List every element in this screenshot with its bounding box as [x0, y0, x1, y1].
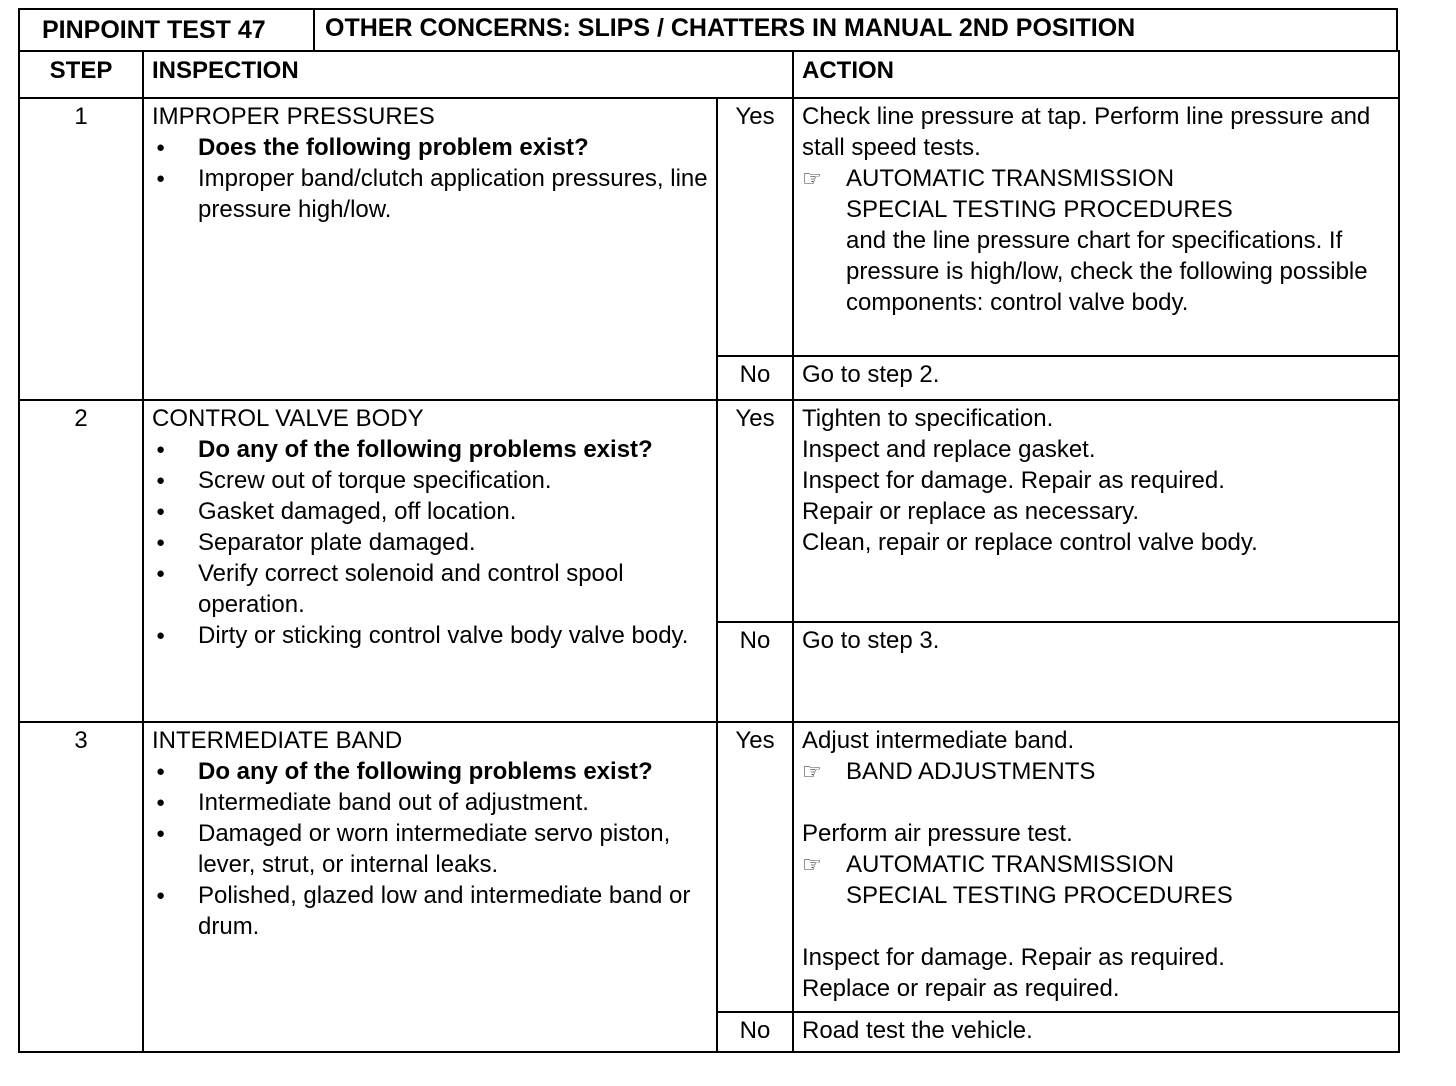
no-label: No [717, 356, 793, 400]
pointing-hand-icon: ☞ [802, 759, 822, 784]
inspection-item: ● Screw out of torque specification. [152, 465, 708, 496]
test-label: PINPOINT TEST 47 [20, 10, 315, 50]
inspection-list [152, 132, 708, 225]
step-row [19, 722, 1399, 1012]
reference-link[interactable] [802, 756, 1390, 787]
step-number: 3 [19, 722, 143, 1052]
step-number: 1 [19, 98, 143, 400]
inspection-list [152, 434, 708, 651]
inspection-item: ● Dirty or sticking control valve body valve body. [152, 620, 708, 651]
pointing-hand-icon: ☞ [802, 166, 822, 191]
spacer [802, 787, 1390, 818]
inspection-item: ● Improper band/clutch application pressures, line pressure high/low. [152, 163, 708, 225]
action-line: Inspect and replace gasket. [802, 436, 1096, 463]
test-title: OTHER CONCERNS: SLIPS / CHATTERS IN MANUAL 2ND POSITION [325, 14, 1136, 42]
inspection-item: ● Verify correct solenoid and control spool operation. [152, 558, 708, 620]
inspection-question: ● Do any of the following problems exist? [152, 434, 708, 465]
action-line: Tighten to specification. [802, 405, 1054, 432]
action-line: Inspect for damage. Repair as required. [802, 944, 1225, 971]
spacer [802, 911, 1390, 942]
action-line: Perform air pressure test. [802, 820, 1073, 847]
no-action: Go to step 2. [793, 356, 1399, 400]
inspection-cell [143, 98, 717, 400]
yes-label: Yes [717, 98, 793, 356]
action-line: Clean, repair or replace control valve body. [802, 529, 1258, 556]
inspection-cell [143, 722, 717, 1052]
reference-text: BAND ADJUSTMENTS [846, 758, 1096, 785]
inspection-question: ● Does the following problem exist? [152, 132, 708, 163]
reference-text: SPECIAL TESTING PROCEDURES [846, 882, 1233, 909]
inspection-item: ● Damaged or worn intermediate servo piston, lever, strut, or internal leaks. [152, 818, 708, 880]
action-line: Repair or replace as necessary. [802, 498, 1140, 525]
inspection-title: INTERMEDIATE BAND [152, 727, 403, 754]
pointing-hand-icon: ☞ [802, 852, 822, 877]
test-header [18, 8, 1398, 52]
reference-link[interactable] [802, 849, 1390, 911]
pinpoint-table [18, 50, 1400, 1053]
action-line: Adjust intermediate band. [802, 727, 1075, 754]
inspection-title: IMPROPER PRESSURES [152, 103, 435, 130]
reference-text: SPECIAL TESTING PROCEDURES [846, 196, 1233, 223]
inspection-question: ● Do any of the following problems exist? [152, 756, 708, 787]
action-line: Inspect for damage. Repair as required. [802, 467, 1225, 494]
no-action: Go to step 3. [793, 622, 1399, 722]
inspection-item: ● Polished, glazed low and intermediate band or drum. [152, 880, 708, 942]
inspection-item: ● Intermediate band out of adjustment. [152, 787, 708, 818]
step-row [19, 400, 1399, 622]
reference-continuation: and the line pressure chart for specifications. If pressure is high/low, check the following possible components: control valve body. [846, 227, 1368, 316]
inspection-item: ● Separator plate damaged. [152, 527, 708, 558]
inspection-cell [143, 400, 717, 722]
step-row [19, 98, 1399, 356]
column-header-action: ACTION [793, 51, 1399, 98]
yes-action-cell [793, 400, 1399, 622]
no-label: No [717, 1012, 793, 1052]
reference-text: AUTOMATIC TRANSMISSION [846, 165, 1175, 192]
no-action: Road test the vehicle. [793, 1012, 1399, 1052]
yes-label: Yes [717, 722, 793, 1012]
inspection-item: ● Gasket damaged, off location. [152, 496, 708, 527]
column-header-row [19, 51, 1399, 98]
action-line: Replace or repair as required. [802, 975, 1120, 1002]
column-header-inspection: INSPECTION [143, 51, 793, 98]
reference-link[interactable] [802, 163, 1390, 225]
no-label: No [717, 622, 793, 722]
inspection-list [152, 756, 708, 942]
yes-action-cell [793, 722, 1399, 1012]
column-header-step: STEP [19, 51, 143, 98]
action-line: Check line pressure at tap. Perform line pressure and stall speed tests. [802, 103, 1371, 161]
inspection-title: CONTROL VALVE BODY [152, 405, 424, 432]
step-number: 2 [19, 400, 143, 722]
yes-action-cell [793, 98, 1399, 356]
reference-text: AUTOMATIC TRANSMISSION [846, 851, 1175, 878]
yes-label: Yes [717, 400, 793, 622]
pinpoint-test-sheet [18, 8, 1398, 1053]
